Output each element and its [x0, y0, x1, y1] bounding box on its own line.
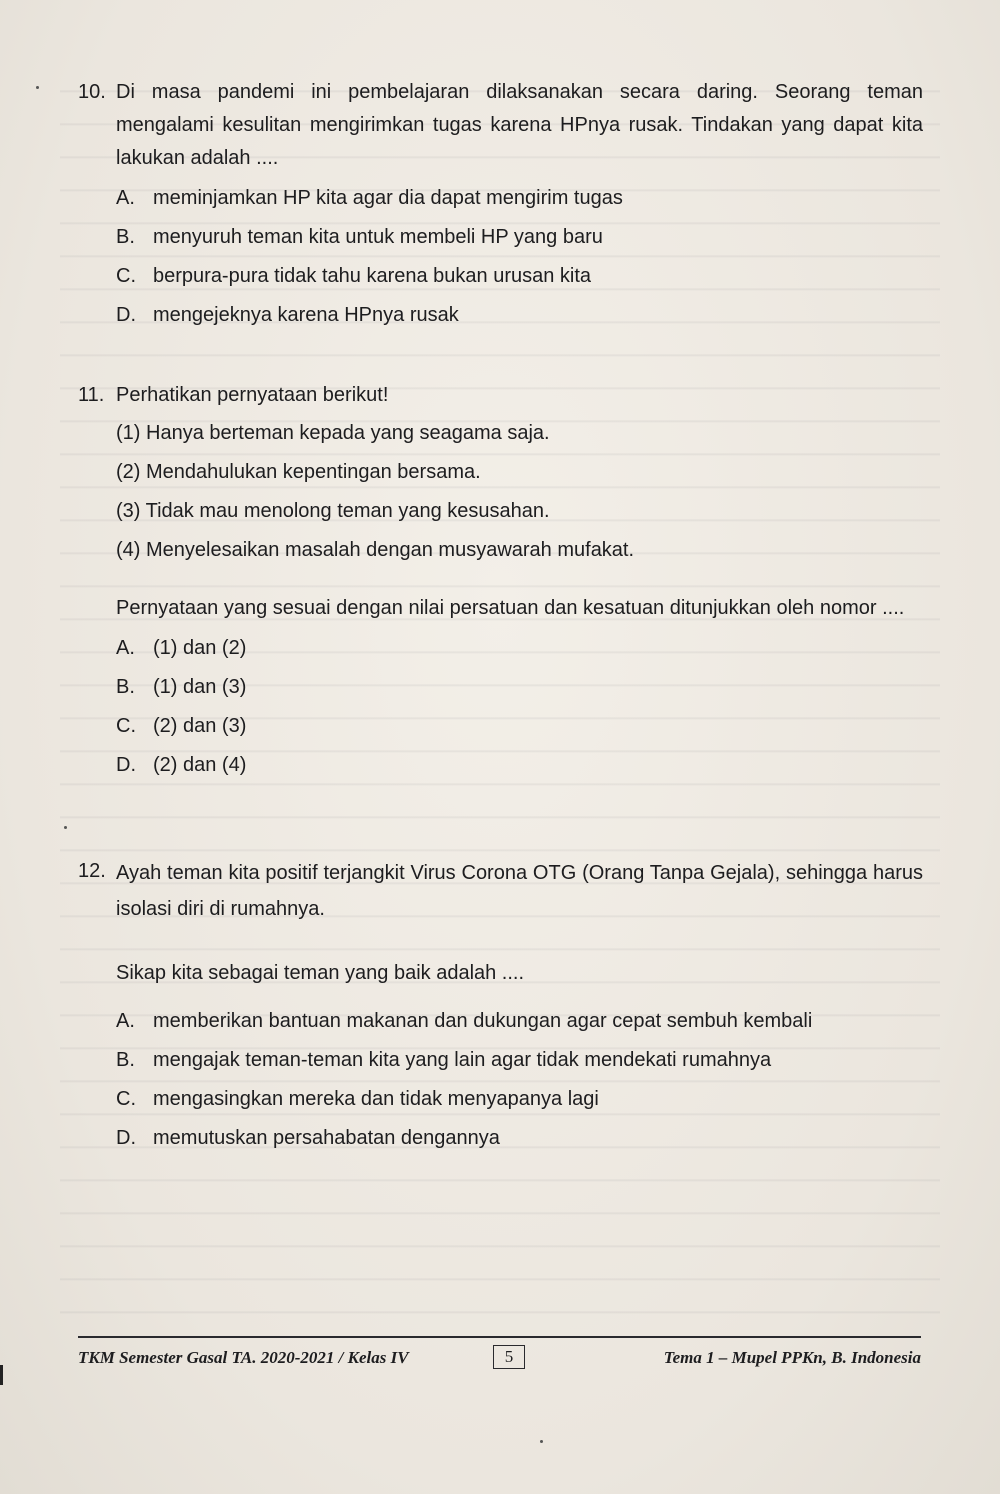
question-12: [78, 855, 923, 1158]
option-c[interactable]: [116, 257, 923, 296]
option-c[interactable]: [116, 1080, 923, 1119]
scan-edge-mark: [0, 1365, 3, 1385]
option-letter: C.: [116, 265, 136, 287]
option-letter: A.: [116, 1010, 135, 1032]
option-letter: D.: [116, 1127, 136, 1149]
option-text: mengajak teman-teman kita yang lain agar tidak mendekati rumahnya: [153, 1049, 772, 1071]
option-text: meminjamkan HP kita agar dia dapat mengirim tugas: [153, 187, 623, 209]
scan-speck: [64, 826, 67, 829]
question-prompt: Sikap kita sebagai teman yang baik adalah ....: [116, 962, 525, 984]
option-letter: C.: [116, 1088, 136, 1110]
option-text: (1) dan (2): [153, 637, 247, 659]
statement-2: (2) Mendahulukan kepentingan bersama.: [116, 461, 481, 483]
option-text: menyuruh teman kita untuk membeli HP yang baru: [153, 226, 603, 248]
scan-speck: [540, 1440, 543, 1443]
option-d[interactable]: [116, 1119, 923, 1158]
statement-1: (1) Hanya berteman kepada yang seagama saja.: [116, 422, 550, 444]
footer-divider: [78, 1336, 921, 1338]
option-letter: B.: [116, 226, 135, 248]
options-list: [116, 629, 923, 785]
options-list: [116, 179, 923, 335]
option-c[interactable]: [116, 707, 923, 746]
options-list: [116, 1002, 923, 1158]
footer-exam-title: TKM Semester Gasal TA. 2020-2021 / Kelas IV: [78, 1348, 409, 1367]
option-letter: D.: [116, 304, 136, 326]
statement-4: (4) Menyelesaikan masalah dengan musyawarah mufakat.: [116, 539, 635, 561]
footer-subject: Tema 1 – Mupel PPKn, B. Indonesia: [663, 1348, 921, 1367]
option-text: memberikan bantuan makanan dan dukungan agar cepat sembuh kembali: [153, 1010, 813, 1032]
question-number: 12.: [78, 860, 106, 882]
option-letter: D.: [116, 754, 136, 776]
question-number: 10.: [78, 81, 106, 103]
question-10: [78, 76, 923, 335]
question-text: Di masa pandemi ini pembelajaran dilaksanakan secara daring. Seorang teman mengalami kesulitan mengirimkan tugas karena HPnya rusak. Tindakan yang dapat kita lakukan adalah ....: [116, 81, 923, 169]
option-text: memutuskan persahabatan dengannya: [153, 1127, 500, 1149]
option-text: mengejeknya karena HPnya rusak: [153, 304, 459, 326]
statement-3: (3) Tidak mau menolong teman yang kesusahan.: [116, 500, 550, 522]
option-text: berpura-pura tidak tahu karena bukan urusan kita: [153, 265, 592, 287]
question-11: [78, 379, 923, 785]
page-number: 5: [493, 1345, 525, 1369]
option-a[interactable]: [116, 179, 923, 218]
option-a[interactable]: [116, 1002, 923, 1041]
option-b[interactable]: [116, 1041, 923, 1080]
option-letter: A.: [116, 187, 135, 209]
option-text: (2) dan (4): [153, 754, 247, 776]
page-footer: [78, 1345, 921, 1375]
option-text: (1) dan (3): [153, 676, 247, 698]
statements-list: [78, 414, 923, 570]
option-letter: B.: [116, 1049, 135, 1071]
option-a[interactable]: [116, 629, 923, 668]
option-letter: B.: [116, 676, 135, 698]
option-b[interactable]: [116, 218, 923, 257]
option-b[interactable]: [116, 668, 923, 707]
option-d[interactable]: [116, 746, 923, 785]
question-prompt: Pernyataan yang sesuai dengan nilai persatuan dan kesatuan ditunjukkan oleh nomor ....: [116, 597, 905, 619]
option-text: mengasingkan mereka dan tidak menyapanya lagi: [153, 1088, 599, 1110]
option-d[interactable]: [116, 296, 923, 335]
question-number: 11.: [78, 384, 105, 406]
question-text: Perhatikan pernyataan berikut!: [116, 384, 389, 406]
option-letter: A.: [116, 637, 135, 659]
option-text: (2) dan (3): [153, 715, 247, 737]
question-text: Ayah teman kita positif terjangkit Virus Corona OTG (Orang Tanpa Gejala), sehingga harus isolasi diri di rumahnya.: [116, 862, 923, 920]
option-letter: C.: [116, 715, 136, 737]
scan-speck: [36, 86, 39, 89]
